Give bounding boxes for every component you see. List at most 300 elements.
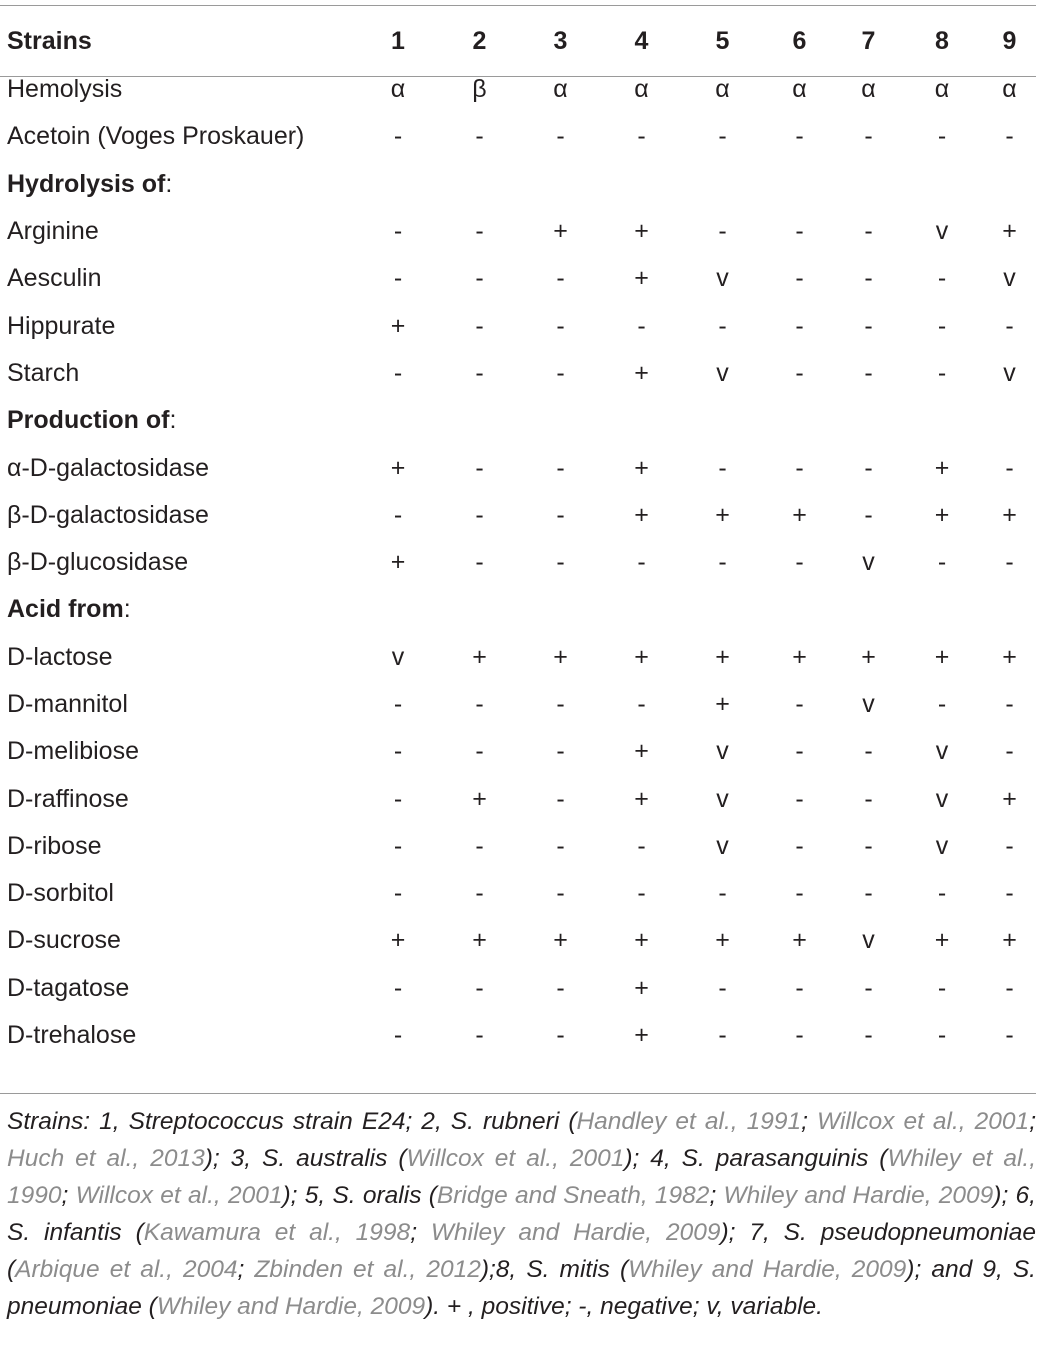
row-label (0, 1012, 357, 1059)
cell-strain-6: α (792, 75, 807, 104)
cell-strain-9: + (1002, 642, 1017, 671)
table-row (0, 1012, 1036, 1059)
header-col-5: 5 (715, 26, 730, 55)
footnote-citation: Whiley and Hardie, 2009 (628, 1256, 907, 1283)
section-heading (0, 397, 357, 444)
cell-strain-9: + (1002, 784, 1017, 813)
cell-strain-7: - (864, 453, 873, 482)
cell-strain-7 (836, 397, 901, 444)
cell-strain-5: - (718, 122, 727, 151)
cell-strain-9: - (1005, 831, 1014, 860)
cell-strain-9: + (1002, 500, 1017, 529)
cell-strain-6: - (795, 217, 804, 246)
cell-strain-5: + (715, 926, 730, 955)
section-row (0, 161, 1036, 208)
cell-strain-2: - (475, 831, 484, 860)
cell-strain-9 (983, 397, 1036, 444)
cell-strain-4: + (634, 264, 649, 293)
cell-strain-7: - (864, 973, 873, 1002)
table-footnote (7, 1103, 1036, 1325)
cell-strain-2: - (475, 453, 484, 482)
row-label-text: D-sorbitol (7, 879, 114, 908)
row-label (0, 113, 357, 160)
row-label (0, 775, 357, 822)
cell-strain-3: - (556, 737, 565, 766)
cell-strain-4: + (634, 453, 649, 482)
cell-strain-7: - (864, 358, 873, 387)
row-label (0, 634, 357, 681)
footnote-text: ); and 9, S. pneumoniae ( (7, 1256, 1036, 1320)
footnote-citation: Whiley and Hardie, 2009 (430, 1219, 721, 1246)
cell-strain-2: β (472, 75, 487, 104)
footnote-text: ; (709, 1182, 724, 1209)
cell-strain-1 (357, 161, 439, 208)
footnote-text: ; (801, 1108, 818, 1135)
footnote-citation: Handley et al., 1991 (576, 1108, 802, 1135)
cell-strain-1: - (393, 358, 403, 387)
row-label-text: Starch (7, 358, 80, 387)
cell-strain-7: v (862, 690, 875, 718)
cell-strain-2 (439, 586, 520, 633)
row-label-text: Acetoin (Voges Proskauer) (7, 122, 305, 151)
row-label-text: D-mannitol (7, 690, 128, 718)
cell-strain-2: - (475, 500, 484, 529)
table-row (0, 775, 1036, 822)
cell-strain-8: + (934, 453, 950, 482)
footnote-text: ); 4, S. parasanguinis ( (624, 1145, 888, 1172)
cell-strain-4: α (634, 75, 649, 104)
cell-strain-6: + (792, 500, 807, 529)
cell-strain-8: - (937, 358, 947, 387)
cell-strain-5 (682, 161, 763, 208)
cell-strain-2: - (475, 1021, 484, 1050)
footnote-citation: Willcox et al., 2001 (406, 1145, 625, 1172)
cell-strain-1: - (393, 217, 403, 246)
cell-strain-6: - (795, 453, 804, 482)
cell-strain-7: - (864, 311, 873, 340)
cell-strain-3 (520, 161, 601, 208)
cell-strain-8: - (937, 690, 947, 718)
cell-strain-8 (901, 586, 983, 633)
footnote-text: ; (410, 1219, 431, 1246)
section-heading (0, 161, 357, 208)
cell-strain-1: v (391, 642, 405, 671)
cell-strain-2: + (472, 642, 487, 671)
cell-strain-1: + (390, 311, 406, 340)
cell-strain-5: + (715, 642, 730, 671)
cell-strain-8: v (935, 831, 949, 860)
cell-strain-8: - (937, 264, 947, 293)
footnote-text: ; (1029, 1108, 1036, 1135)
cell-strain-1: + (390, 926, 406, 955)
cell-strain-5: + (715, 690, 730, 718)
cell-strain-2: - (475, 548, 484, 577)
cell-strain-6: - (795, 264, 804, 293)
row-label-text: Hydrolysis of (7, 169, 166, 198)
footnote-text: );8, S. mitis ( (480, 1256, 629, 1283)
cell-strain-3: + (553, 217, 568, 246)
footnote-text: ); 6, S. infantis ( (7, 1182, 1036, 1246)
cell-strain-2: - (475, 973, 484, 1002)
cell-strain-5: v (716, 831, 729, 860)
cell-strain-4: + (634, 926, 649, 955)
section-row (0, 397, 1036, 444)
cell-strain-2: - (475, 311, 484, 340)
cell-strain-1: - (393, 264, 403, 293)
cell-strain-8: v (935, 784, 949, 813)
cell-strain-4: + (634, 642, 649, 671)
table-row (0, 255, 1036, 302)
cell-strain-9: v (1003, 358, 1016, 387)
cell-strain-3: + (553, 642, 568, 671)
row-label (0, 728, 357, 775)
table-row (0, 113, 1036, 160)
row-label-text: Production of (7, 406, 170, 435)
cell-strain-4: + (634, 973, 649, 1002)
table-row (0, 492, 1036, 539)
footnote-text: ; (237, 1256, 255, 1283)
cell-strain-8 (901, 161, 983, 208)
cell-strain-1: + (390, 548, 406, 577)
row-label-text: α-D-galactosidase (7, 453, 210, 482)
cell-strain-6 (763, 586, 836, 633)
footnote-citation: Huch et al., 2013 (7, 1145, 205, 1172)
cell-strain-9: - (1005, 311, 1014, 340)
cell-strain-9: α (1002, 75, 1017, 104)
row-label-text: β-D-galactosidase (7, 500, 209, 529)
cell-strain-6: - (795, 737, 804, 766)
cell-strain-4 (601, 586, 682, 633)
cell-strain-8: - (937, 122, 947, 151)
cell-strain-9: - (1005, 690, 1014, 718)
cell-strain-7: - (864, 879, 873, 908)
cell-strain-6: - (795, 122, 804, 151)
table-top-rule (0, 5, 1036, 6)
cell-strain-7: v (862, 548, 875, 577)
cell-strain-9: - (1005, 453, 1014, 482)
row-label (0, 917, 357, 964)
cell-strain-9: - (1005, 548, 1014, 577)
cell-strain-1: - (393, 879, 403, 908)
row-label-text: Acid from (7, 595, 124, 624)
cell-strain-6: + (792, 642, 807, 671)
table-row (0, 302, 1036, 349)
cell-strain-8: - (937, 879, 947, 908)
cell-strain-2: - (475, 358, 484, 387)
cell-strain-1: - (393, 122, 403, 151)
row-label (0, 66, 357, 113)
row-label-text: D-trehalose (7, 1021, 137, 1050)
cell-strain-7 (836, 161, 901, 208)
cell-strain-4: + (634, 784, 649, 813)
cell-strain-4: + (634, 737, 649, 766)
cell-strain-3 (520, 586, 601, 633)
cell-strain-4: - (637, 831, 646, 860)
cell-strain-2: - (475, 879, 484, 908)
row-label (0, 870, 357, 917)
cell-strain-5: - (718, 311, 727, 340)
cell-strain-3 (520, 397, 601, 444)
cell-strain-8: + (934, 642, 950, 671)
cell-strain-9: + (1002, 926, 1017, 955)
cell-strain-3: - (556, 690, 565, 718)
cell-strain-2: - (475, 737, 484, 766)
cell-strain-3: - (556, 311, 565, 340)
cell-strain-3: - (556, 358, 565, 387)
cell-strain-3: - (556, 500, 565, 529)
cell-strain-5: α (715, 75, 730, 104)
footnote-citation: Whiley and Hardie, 2009 (156, 1293, 426, 1320)
cell-strain-5: - (718, 217, 727, 246)
row-label (0, 350, 357, 397)
cell-strain-8 (901, 397, 983, 444)
footnote-citation: Bridge and Sneath, 1982 (436, 1182, 710, 1209)
cell-strain-8: - (937, 311, 947, 340)
cell-strain-2: + (472, 784, 487, 813)
cell-strain-9 (983, 161, 1036, 208)
section-colon: : (169, 406, 177, 435)
table-body (0, 66, 1036, 1059)
cell-strain-7: - (864, 1021, 873, 1050)
table-row (0, 444, 1036, 491)
cell-strain-4: - (637, 122, 646, 151)
header-col-7: 7 (861, 26, 876, 55)
row-label-text: D-raffinose (7, 784, 129, 813)
cell-strain-3: - (556, 973, 565, 1002)
cell-strain-2 (439, 397, 520, 444)
header-col-9: 9 (1002, 26, 1017, 55)
section-colon: : (165, 169, 173, 198)
cell-strain-8: - (937, 1021, 947, 1050)
cell-strain-5 (682, 586, 763, 633)
cell-strain-1: - (393, 973, 403, 1002)
cell-strain-8: + (934, 500, 950, 529)
table-row (0, 870, 1036, 917)
cell-strain-5: v (716, 784, 729, 813)
row-label (0, 302, 357, 349)
cell-strain-5: - (718, 1021, 727, 1050)
cell-strain-5: - (718, 453, 727, 482)
cell-strain-1: - (393, 500, 403, 529)
row-label (0, 444, 357, 491)
header-col-8: 8 (935, 26, 949, 55)
cell-strain-4: + (634, 1021, 649, 1050)
footnote-citation: Arbique et al., 2004 (15, 1256, 238, 1283)
cell-strain-9: - (1005, 122, 1014, 151)
cell-strain-8: - (937, 548, 947, 577)
cell-strain-7: v (862, 926, 875, 955)
table-row (0, 823, 1036, 870)
cell-strain-1: α (390, 75, 406, 104)
row-label (0, 208, 357, 255)
cell-strain-3: α (553, 75, 568, 104)
cell-strain-7: - (864, 217, 873, 246)
table-row (0, 634, 1036, 681)
cell-strain-5: - (718, 973, 727, 1002)
header-col-1: 1 (391, 26, 405, 55)
footnote-citation: Kawamura et al., 1998 (143, 1219, 411, 1246)
cell-strain-3: - (556, 453, 565, 482)
cell-strain-7: - (864, 122, 873, 151)
table-row (0, 539, 1036, 586)
row-label (0, 539, 357, 586)
cell-strain-3: - (556, 548, 565, 577)
cell-strain-7 (836, 586, 901, 633)
table-row (0, 350, 1036, 397)
cell-strain-5: - (718, 548, 727, 577)
cell-strain-5: - (718, 879, 727, 908)
cell-strain-7: - (864, 737, 873, 766)
cell-strain-2: - (475, 217, 484, 246)
table-row (0, 681, 1036, 728)
cell-strain-2: - (475, 122, 484, 151)
row-label-text: Arginine (7, 217, 99, 246)
table-row (0, 965, 1036, 1012)
cell-strain-4: - (637, 311, 646, 340)
cell-strain-2 (439, 161, 520, 208)
row-label-text: D-lactose (7, 642, 113, 671)
cell-strain-1: + (390, 453, 406, 482)
cell-strain-2: - (475, 690, 484, 718)
cell-strain-4: + (634, 358, 649, 387)
cell-strain-1: - (393, 690, 403, 718)
strains-table (0, 16, 1036, 1059)
row-label (0, 681, 357, 728)
header-col-3: 3 (553, 26, 568, 55)
cell-strain-5: + (715, 500, 730, 529)
cell-strain-9: - (1005, 973, 1014, 1002)
row-label-text: Aesculin (7, 264, 102, 293)
footnote-text: ; (61, 1182, 76, 1209)
cell-strain-7: - (864, 264, 873, 293)
cell-strain-4: + (634, 500, 649, 529)
cell-strain-8: v (935, 737, 949, 766)
footnote-text: ). + , positive; -, negative; v, variable. (425, 1293, 823, 1320)
cell-strain-3: - (556, 1021, 565, 1050)
footnote-text: Strains: 1, Streptococcus strain E24; 2, S. rubneri ( (7, 1108, 577, 1135)
cell-strain-5: v (716, 358, 729, 387)
cell-strain-4: + (634, 217, 649, 246)
table-row (0, 728, 1036, 775)
table-row (0, 208, 1036, 255)
row-label (0, 255, 357, 302)
cell-strain-3: - (556, 784, 565, 813)
cell-strain-9 (983, 586, 1036, 633)
row-label (0, 823, 357, 870)
row-label-text: β-D-glucosidase (7, 548, 189, 577)
cell-strain-7: α (861, 75, 876, 104)
cell-strain-8: + (934, 926, 950, 955)
footnote-text: ); 7, S. pseudopneumoniae ( (7, 1219, 1036, 1283)
table-row (0, 917, 1036, 964)
cell-strain-7: - (864, 831, 873, 860)
footnote-text: ); 5, S. oralis ( (282, 1182, 437, 1209)
header-row (0, 16, 1036, 66)
row-label-text: D-sucrose (7, 926, 121, 955)
row-label-text: D-melibiose (7, 737, 139, 766)
cell-strain-6: - (795, 548, 804, 577)
cell-strain-8: α (934, 75, 950, 104)
footnote-citation: Whiley et al., 1990 (7, 1145, 1037, 1209)
cell-strain-9: + (1002, 217, 1017, 246)
cell-strain-6: - (795, 690, 804, 718)
cell-strain-5: v (716, 264, 729, 293)
footnote-citation: Zbinden et al., 2012 (254, 1256, 481, 1283)
section-row (0, 586, 1036, 633)
cell-strain-1: - (393, 1021, 403, 1050)
cell-strain-8: v (935, 217, 949, 246)
cell-strain-3: + (553, 926, 568, 955)
cell-strain-3: - (556, 122, 565, 151)
cell-strain-8: - (937, 973, 947, 1002)
footnote-citation: Willcox et al., 2001 (75, 1182, 283, 1209)
cell-strain-6: + (792, 926, 807, 955)
footnote-citation: Whiley and Hardie, 2009 (723, 1182, 994, 1209)
cell-strain-4: - (637, 879, 646, 908)
section-colon: : (123, 595, 131, 624)
cell-strain-3: - (556, 831, 565, 860)
cell-strain-6: - (795, 358, 804, 387)
row-label-text: Hippurate (7, 311, 116, 340)
cell-strain-3: - (556, 879, 565, 908)
cell-strain-1 (357, 586, 439, 633)
cell-strain-9: - (1005, 737, 1014, 766)
row-label-text: Hemolysis (7, 75, 123, 104)
row-label (0, 492, 357, 539)
table-row (0, 66, 1036, 113)
cell-strain-4: - (637, 548, 646, 577)
row-label-text: D-ribose (7, 831, 102, 860)
cell-strain-1: - (393, 831, 403, 860)
cell-strain-7: + (861, 642, 876, 671)
footnote-text: ); 3, S. australis ( (204, 1145, 407, 1172)
cell-strain-5 (682, 397, 763, 444)
cell-strain-6 (763, 161, 836, 208)
cell-strain-4 (601, 161, 682, 208)
table-bottom-rule (0, 1093, 1036, 1094)
header-col-4: 4 (634, 26, 649, 55)
cell-strain-4 (601, 397, 682, 444)
cell-strain-6 (763, 397, 836, 444)
header-col-6: 6 (792, 26, 807, 55)
cell-strain-9: v (1003, 264, 1016, 293)
header-col-2: 2 (472, 26, 487, 55)
cell-strain-1 (357, 397, 439, 444)
cell-strain-6: - (795, 831, 804, 860)
cell-strain-6: - (795, 1021, 804, 1050)
cell-strain-2: - (475, 264, 484, 293)
row-label-text: D-tagatose (7, 973, 130, 1002)
cell-strain-9: - (1005, 879, 1014, 908)
cell-strain-1: - (393, 784, 403, 813)
cell-strain-7: - (864, 500, 873, 529)
cell-strain-6: - (795, 311, 804, 340)
section-heading (0, 586, 357, 633)
cell-strain-9: - (1005, 1021, 1014, 1050)
cell-strain-7: - (864, 784, 873, 813)
row-label (0, 965, 357, 1012)
header-strains-label: Strains (7, 26, 92, 55)
footnote-citation: Willcox et al., 2001 (817, 1108, 1030, 1135)
cell-strain-5: v (716, 737, 729, 766)
cell-strain-6: - (795, 784, 804, 813)
cell-strain-4: - (637, 690, 646, 718)
cell-strain-2: + (472, 926, 487, 955)
cell-strain-3: - (556, 264, 565, 293)
cell-strain-1: - (393, 737, 403, 766)
cell-strain-6: - (795, 879, 804, 908)
cell-strain-6: - (795, 973, 804, 1002)
